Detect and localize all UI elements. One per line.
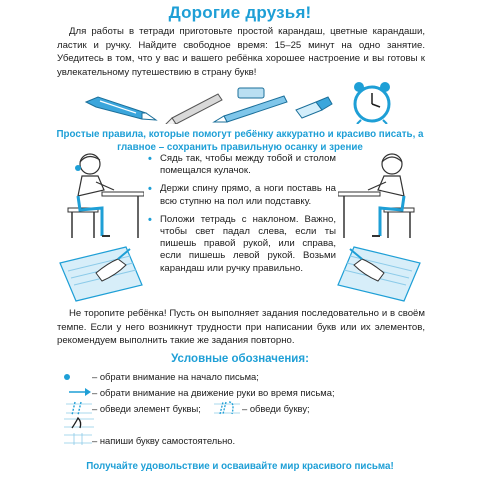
colored-pencil-icon xyxy=(238,88,264,98)
alarm-clock-icon xyxy=(354,82,390,124)
rules-heading: Простые правила, которые помогут ребёнку аккуратно и красиво писать, а главное – сохранить правильную осанку и зрение xyxy=(56,129,424,153)
pencil-icon xyxy=(164,94,222,124)
rules-list xyxy=(148,153,336,281)
girl-at-desk-illustration xyxy=(58,150,144,240)
trace-element-icon xyxy=(66,400,92,416)
notebook-hand-left-illustration xyxy=(56,245,148,303)
legend-trace-element: – обведи элемент буквы; xyxy=(92,403,201,414)
rule-item xyxy=(148,153,336,177)
rule-text: Держи спину прямо, а ноги поставь на всю ступню на пол или подставку. xyxy=(160,183,336,207)
arrow-icon xyxy=(68,386,92,398)
bullet-icon: • xyxy=(148,153,152,165)
legend-movement: – обрати внимание на движение руки во время письма; xyxy=(92,387,335,398)
footer-slogan: Получайте удовольствие и осваивайте мир красивого письма! xyxy=(86,461,394,472)
notice-paragraph: Не торопите ребёнка! Пусть он выполняет задания последовательно и в своём темпе. Если у него возникнут трудности при написании букв или их элементов, рекомендуем выполнить такие же задания повторно. xyxy=(57,308,425,347)
supplies-illustration xyxy=(84,80,404,124)
eraser-icon xyxy=(296,97,332,118)
intro-paragraph: Для работы в тетради приготовьте простой карандаш, цветные карандаши, ластик и ручку. Найдите свободное время: 15–25 минут на одно занятие. Убедитесь в том, что у вас и вашего ребёнка хорошее настроение и вы готовы к увлекательному путешествию в страну букв! xyxy=(57,26,425,78)
trace-letter-icon xyxy=(214,400,240,416)
boy-at-desk-illustration xyxy=(338,150,424,240)
legend-start: – обрати внимание на начало письма; xyxy=(92,371,259,382)
rule-item xyxy=(148,214,336,275)
colored-pencil-icon xyxy=(214,96,287,122)
legend-heading: Условные обозначения: xyxy=(171,353,309,365)
notebook-hand-right-illustration xyxy=(332,245,424,303)
rule-text: Сядь так, чтобы между тобой и столом помещался кулачок. xyxy=(160,153,336,177)
write-self-icon xyxy=(64,432,92,446)
bullet-icon: • xyxy=(148,183,152,196)
handwriting-icon xyxy=(64,416,94,430)
page-title: Дорогие друзья! xyxy=(168,3,312,22)
legend-write-self: – напиши букву самостоятельно. xyxy=(92,435,236,446)
rule-item xyxy=(148,183,336,207)
legend-trace-letter: – обведи букву; xyxy=(242,403,310,414)
bullet-icon: • xyxy=(148,213,152,226)
rule-text: Положи тетрадь с наклоном. Важно, чтобы свет падал слева, если ты пишешь правой рукой, или справа, если пишешь левой рукой. Возьми карандаш или ручку правильно. xyxy=(160,213,336,274)
start-dot-icon xyxy=(62,372,72,382)
pen-icon xyxy=(86,97,156,120)
